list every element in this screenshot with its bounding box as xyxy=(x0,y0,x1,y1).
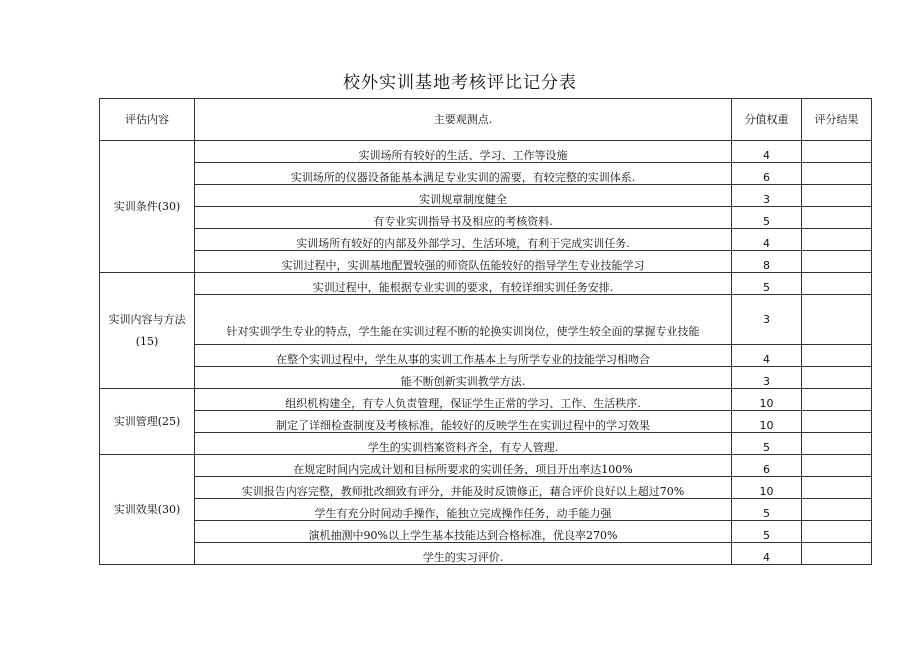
result-cell[interactable] xyxy=(802,163,872,185)
result-cell[interactable] xyxy=(802,229,872,251)
table-row xyxy=(100,229,872,251)
table-row xyxy=(100,411,872,433)
observation-item: 在整个实训过程中，学生从事的实训工作基本上与所学专业的技能学习相吻合 xyxy=(195,345,732,367)
observation-item: 针对实训学生专业的特点，学生能在实训过程不断的轮换实训岗位，使学生较全面的掌握专业技能 xyxy=(195,295,732,345)
category-label: 实训管理(25) xyxy=(113,414,181,428)
result-cell[interactable] xyxy=(802,389,872,411)
table-row xyxy=(100,273,872,295)
weight-value: 4 xyxy=(732,141,802,163)
result-cell[interactable] xyxy=(802,141,872,163)
observation-item: 学生的实习评价. xyxy=(195,543,732,565)
observation-item: 学生的实训档案资料齐全，有专人管理. xyxy=(195,433,732,455)
weight-value: 5 xyxy=(732,433,802,455)
category-label: 实训内容与方法(15) xyxy=(108,312,186,348)
weight-value: 4 xyxy=(732,543,802,565)
table-row xyxy=(100,433,872,455)
observation-item: 实训过程中，实训基地配置较强的师资队伍能较好的指导学生专业技能学习 xyxy=(195,251,732,273)
observation-item: 有专业实训指导书及相应的考核资料. xyxy=(195,207,732,229)
observation-item: 在规定时间内完成计划和目标所要求的实训任务，项目开出率达100% xyxy=(195,455,732,477)
table-row xyxy=(100,499,872,521)
header-category: 评估内容 xyxy=(100,99,195,141)
observation-item: 学生有充分时间动手操作，能独立完成操作任务，动手能力强 xyxy=(195,499,732,521)
result-cell[interactable] xyxy=(802,251,872,273)
header-weight: 分值权重 xyxy=(732,99,802,141)
weight-value: 5 xyxy=(732,499,802,521)
result-cell[interactable] xyxy=(802,455,872,477)
category-cell xyxy=(100,141,195,273)
weight-value: 3 xyxy=(732,185,802,207)
observation-item: 实训规章制度健全 xyxy=(195,185,732,207)
table-row xyxy=(100,163,872,185)
category-label: 实训效果(30) xyxy=(113,502,181,516)
observation-item: 实训报告内容完整，教师批改细致有评分，并能及时反馈修正，藉合评价良好以上超过70% xyxy=(195,477,732,499)
result-cell[interactable] xyxy=(802,521,872,543)
table-row xyxy=(100,295,872,345)
table-row xyxy=(100,141,872,163)
result-cell[interactable] xyxy=(802,543,872,565)
result-cell[interactable] xyxy=(802,411,872,433)
weight-value: 10 xyxy=(732,411,802,433)
observation-item: 实训场所有较好的内部及外部学习、生活环境，有利于完成实训任务. xyxy=(195,229,732,251)
table-row xyxy=(100,389,872,411)
weight-value: 3 xyxy=(732,295,802,345)
weight-value: 5 xyxy=(732,273,802,295)
table-row xyxy=(100,477,872,499)
weight-value: 3 xyxy=(732,367,802,389)
category-cell xyxy=(100,273,195,389)
weight-value: 6 xyxy=(732,455,802,477)
result-cell[interactable] xyxy=(802,477,872,499)
header-item: 主要观测点. xyxy=(195,99,732,141)
header-row xyxy=(100,99,872,141)
observation-item: 能不断创新实训教学方法. xyxy=(195,367,732,389)
table-row xyxy=(100,185,872,207)
category-label: 实训条件(30) xyxy=(113,199,181,213)
observation-item: 演机抽测中90%以上学生基本技能达到合格标准，优良率270% xyxy=(195,521,732,543)
observation-item: 实训场所的仪器设备能基本满足专业实训的需要，有较完整的实训体系. xyxy=(195,163,732,185)
result-cell[interactable] xyxy=(802,295,872,345)
weight-value: 6 xyxy=(732,163,802,185)
table-row xyxy=(100,455,872,477)
observation-item: 实训场所有较好的生活、学习、工作等设施 xyxy=(195,141,732,163)
table-row xyxy=(100,207,872,229)
page-title: 校外实训基地考核评比记分表 xyxy=(343,73,577,93)
table-row xyxy=(100,521,872,543)
table-row xyxy=(100,345,872,367)
weight-value: 8 xyxy=(732,251,802,273)
header-result: 评分结果 xyxy=(802,99,872,141)
weight-value: 4 xyxy=(732,229,802,251)
table-row xyxy=(100,543,872,565)
score-table xyxy=(99,98,872,565)
result-cell[interactable] xyxy=(802,499,872,521)
result-cell[interactable] xyxy=(802,345,872,367)
observation-item: 组织机构建全，有专人负责管理，保证学生正常的学习、工作、生活秩序. xyxy=(195,389,732,411)
result-cell[interactable] xyxy=(802,207,872,229)
weight-value: 5 xyxy=(732,521,802,543)
weight-value: 10 xyxy=(732,389,802,411)
table-row xyxy=(100,367,872,389)
result-cell[interactable] xyxy=(802,367,872,389)
result-cell[interactable] xyxy=(802,433,872,455)
weight-value: 5 xyxy=(732,207,802,229)
result-cell[interactable] xyxy=(802,185,872,207)
category-cell xyxy=(100,389,195,455)
category-cell xyxy=(100,455,195,565)
weight-value: 10 xyxy=(732,477,802,499)
weight-value: 4 xyxy=(732,345,802,367)
observation-item: 实训过程中，能根据专业实训的要求，有较详细实训任务安排. xyxy=(195,273,732,295)
table-row xyxy=(100,251,872,273)
observation-item: 制定了详细检查制度及考核标准，能较好的反映学生在实训过程中的学习效果 xyxy=(195,411,732,433)
result-cell[interactable] xyxy=(802,273,872,295)
